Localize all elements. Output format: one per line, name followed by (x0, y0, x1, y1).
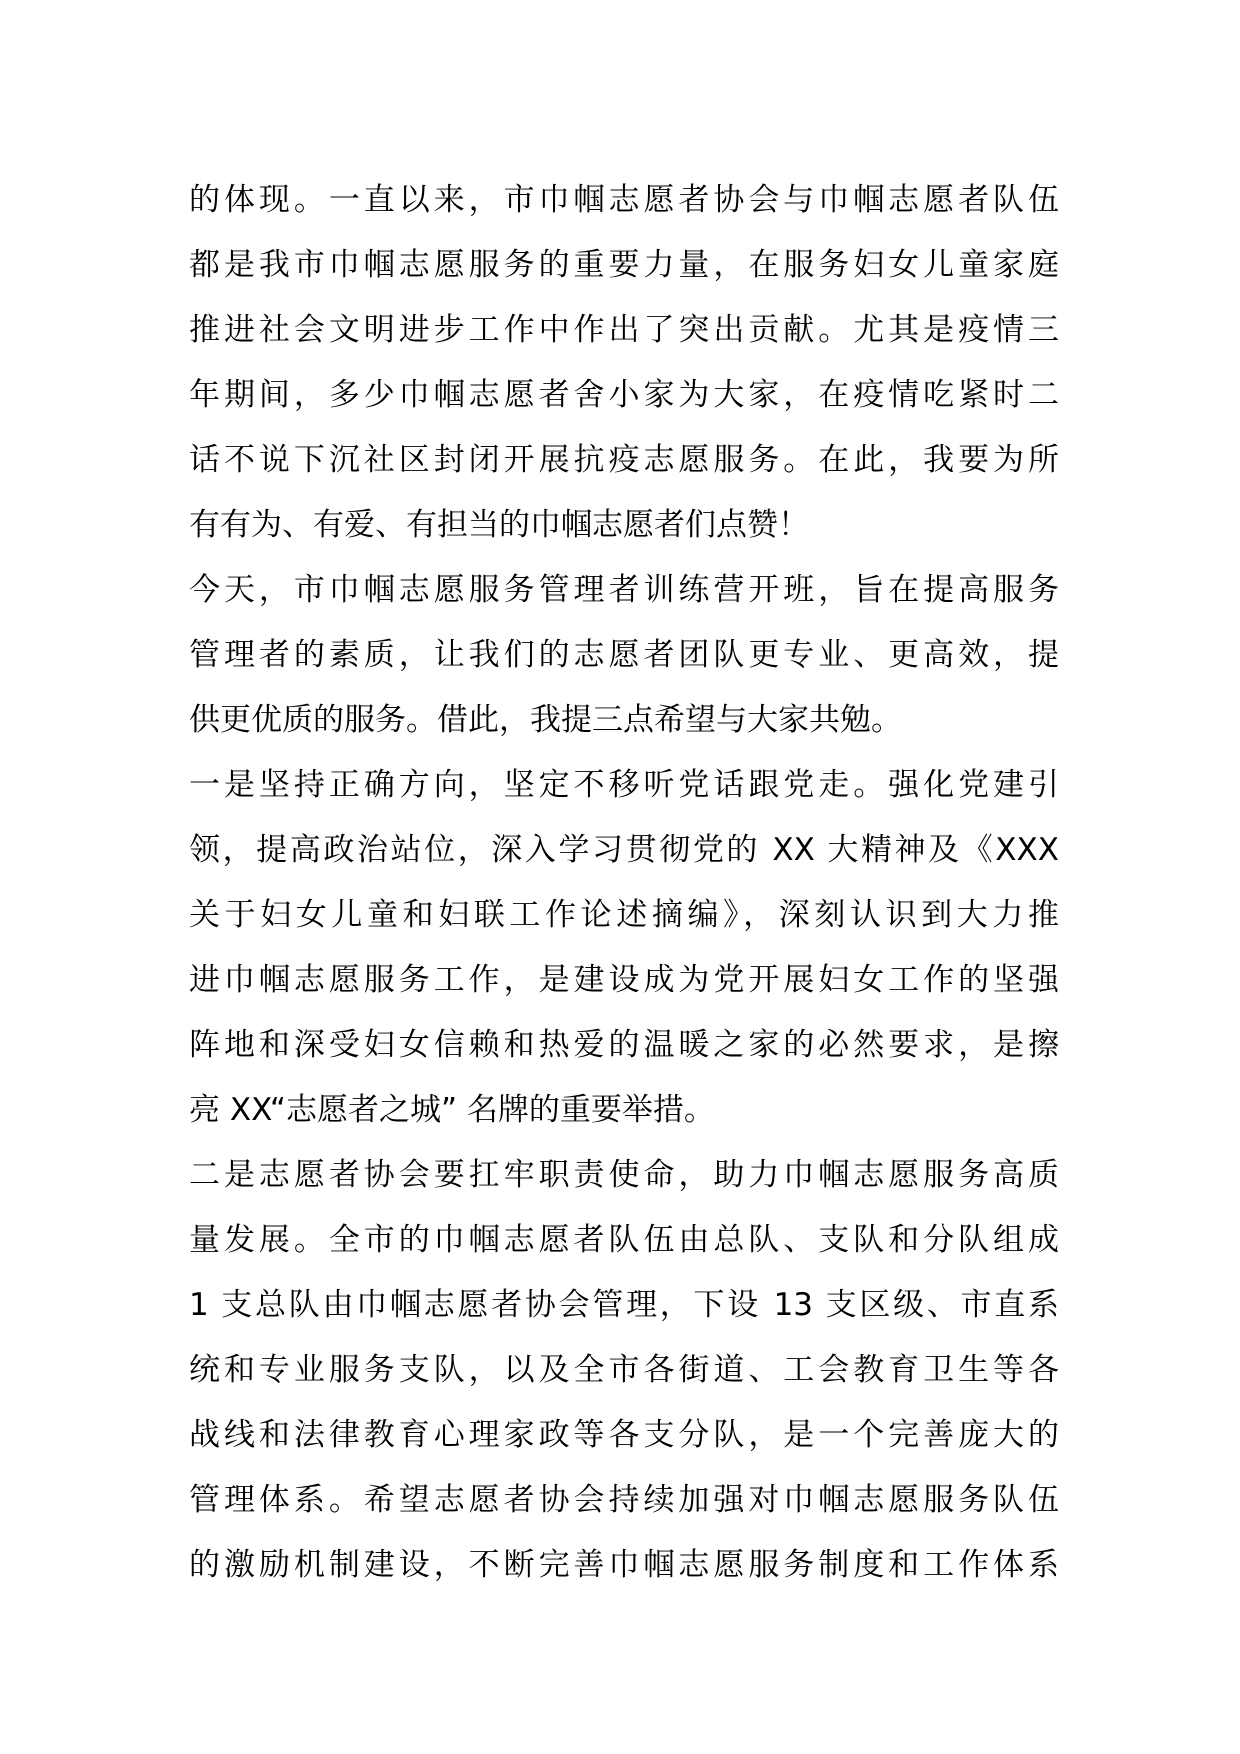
paragraph-1-line-3: 推进社会文明进步工作中作出了突出贡献。尤其是疫情三 (189, 312, 1059, 348)
paragraph-3-line-2: 领，提高政治站位，深入学习贯彻党的 XX 大精神及《XXX (189, 832, 1059, 868)
paragraph-4-line-3: 1 支总队由巾帼志愿者协会管理，下设 13 支区级、市直系 (189, 1287, 1059, 1323)
paragraph-1-line-5: 话不说下沉社区封闭开展抗疫志愿服务。在此，我要为所 (189, 442, 1059, 478)
paragraph-4-line-6: 管理体系。希望志愿者协会持续加强对巾帼志愿服务队伍 (189, 1482, 1059, 1518)
paragraph-4-line-1: 二是志愿者协会要扛牢职责使命，助力巾帼志愿服务高质 (189, 1157, 1059, 1193)
paragraph-4-line-4: 统和专业服务支队，以及全市各街道、工会教育卫生等各 (189, 1352, 1059, 1388)
paragraph-4-line-7: 的激励机制建设，不断完善巾帼志愿服务制度和工作体系 (189, 1547, 1059, 1583)
paragraph-1-line-2: 都是我市巾帼志愿服务的重要力量，在服务妇女儿童家庭 (189, 247, 1059, 283)
paragraph-1-line-1: 的体现。一直以来，市巾帼志愿者协会与巾帼志愿者队伍 (189, 182, 1059, 218)
paragraph-3-line-1: 一是坚持正确方向，坚定不移听党话跟党走。强化党建引 (189, 767, 1059, 803)
paragraph-3-line-6: 亮 XX“志愿者之城” 名牌的重要举措。 (189, 1092, 715, 1128)
paragraph-1-line-6: 有有为、有爱、有担当的巾帼志愿者们点赞！ (189, 507, 809, 543)
paragraph-2-line-2: 管理者的素质，让我们的志愿者团队更专业、更高效，提 (189, 637, 1059, 673)
paragraph-3-line-5: 阵地和深受妇女信赖和热爱的温暖之家的必然要求，是擦 (189, 1027, 1059, 1063)
paragraph-2-line-1: 今天，市巾帼志愿服务管理者训练营开班，旨在提高服务 (189, 572, 1059, 608)
paragraph-2-line-3: 供更优质的服务。借此，我提三点希望与大家共勉。 (189, 702, 902, 738)
paragraph-1-line-4: 年期间，多少巾帼志愿者舍小家为大家，在疫情吃紧时二 (189, 377, 1059, 413)
paragraph-4-line-5: 战线和法律教育心理家政等各支分队，是一个完善庞大的 (189, 1417, 1059, 1453)
paragraph-3-line-3: 关于妇女儿童和妇联工作论述摘编》，深刻认识到大力推 (189, 897, 1059, 933)
document-body (189, 168, 1059, 1598)
paragraph-4-line-2: 量发展。全市的巾帼志愿者队伍由总队、支队和分队组成 (189, 1222, 1059, 1258)
paragraph-3-line-4: 进巾帼志愿服务工作，是建设成为党开展妇女工作的坚强 (189, 962, 1059, 998)
